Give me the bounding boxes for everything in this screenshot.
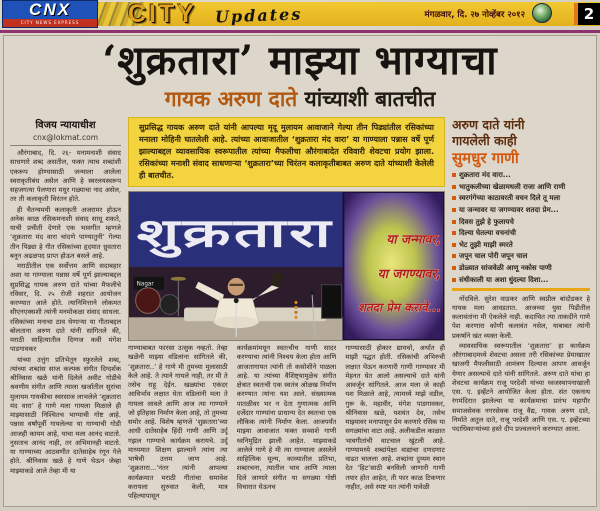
masthead-rule xyxy=(0,30,600,33)
bottom-column-3: गाण्यासाठी होकार द्यायचो, अर्थात ही माझी पद्धत होती. रसिकांची अभिरुची लक्षात घेऊन करणारी गाणी गाण्यावर मी मेहनत घेत आलो असल्याचे दाते यांनी आवर्जून सांगितले. आज मला जे काही यश मिळाले आहे, त्यामध्ये माझे वडील, गुरू के. महावीर, मंगेश पाडगावकर, श्रीनिवास खळे, यशवंत देव, तसेच माझ्यावर मनापासून प्रेम करणारे रसिक या सगळ्यांचा वाटा आहे. अलीकडील काळात भावगीतांची वाटचाल खुंटली आहे. गाण्यामध्ये शब्दांपेक्षा वाद्यांचा दणदणाट वाढत चालला आहे. शब्दांना दुय्यम स्थान देत ‘हिट’साठी बनविली जाणारी गाणी तयार होत आहेत, ती फार काळ टिकणार नाहीत, असे स्पष्ट मत त्यांनी यावेळी xyxy=(345,344,445,491)
song-item xyxy=(452,183,590,192)
song-title: संधीकाली या अशा धुंदल्या दिशा... xyxy=(459,275,549,284)
page-number-block xyxy=(574,3,600,25)
byline-author: विजय न्यायाधीश xyxy=(35,120,96,131)
song-item xyxy=(452,194,590,203)
seal-logo-icon xyxy=(532,3,552,23)
song-title: दिल्या घेतल्या वचनांची xyxy=(459,229,516,238)
songs-heading: अरुण दाते यांनी xyxy=(452,117,525,132)
song-title: शुक्रतारा मंद वारा... xyxy=(459,171,511,180)
bullet-icon xyxy=(452,278,456,282)
cymbal xyxy=(171,277,186,281)
cnx-logo-subtext: CITY NEWS EXPRESS xyxy=(3,19,97,27)
masthead xyxy=(0,0,600,30)
bullet-icon xyxy=(452,185,456,189)
edition-date: मंगळवार, दि. २७ नोव्हेंबर २०१२ xyxy=(424,10,525,20)
left-column xyxy=(10,117,121,505)
song-title: भातुकलीच्या खेळामधली राजा आणि राणी xyxy=(459,182,566,191)
song-item xyxy=(452,218,590,227)
songs-divider xyxy=(452,288,590,291)
city-title: CITY xyxy=(128,0,197,28)
songs-list xyxy=(452,171,590,284)
song-title: जपून चाल पोरी जपून चाल xyxy=(459,252,528,261)
photo-overlay-quote-line: या जगण्यावर, xyxy=(377,265,442,281)
body-paragraph: यांच्या उत्तुंग प्रतिभेतून स्फुरलेले शब्द, त्यांच्या शब्दांस साज कल्पक संगीत दिग्दर्शक श्रीनिवास खळे यांनी दिलेले अवीट गोडीचे श्रवणीय संगीत आणि त्याला खर्जातील सुरांचा मुलायम गायकीचा स्वरसाज लाभलेले ‘शुक्रतारा मंद वारा’ हे गाणे मला गायला मिळाले ही माझ्यासाठी निश्चितच भाग्याची गोष्ट आहे. पन्नास वर्षांपूर्वी गायलेल्या या गाण्याची गोडी आजही कायम आहे, याचा मला आनंद वाटतो. नुसताच आनंद नाही, तर अभिमानही वाटतो. या गाण्याच्या आठवणीत दातेसाहेब रंगून गेले होते. श्रीनिवास खळे हे गाणे घेऊन जेव्हा माझ्याकडे आले तेव्हा मी या xyxy=(10,355,121,475)
photo-overlay-quote-line: शतदा प्रेम करावे... xyxy=(357,300,442,315)
cnx-logo xyxy=(2,0,98,28)
article-content xyxy=(10,117,590,505)
drum-label: Nagar xyxy=(136,281,154,288)
bullet-icon xyxy=(452,254,456,258)
song-item xyxy=(452,206,590,215)
body-paragraph: औरंगाबाद, दि. २६- मनामनाशी संवाद साधणारे शब्द असतील, फक्त त्याच शब्दांशी एकरूप होण्यासाठी जन्माला आलेला स्वराकृतीबंध असेल आणि हे स्वरलयस्वरूप सहजगत्या पेलणारा मधुर गळ्याचा नाद असेल, तर ती कलाकृती चिरंतन होते. xyxy=(10,149,121,204)
bullet-icon xyxy=(452,243,456,247)
song-item xyxy=(452,264,590,273)
right-column-text xyxy=(452,295,590,435)
bullet-icon xyxy=(452,231,456,235)
bullet-icon xyxy=(452,220,456,224)
bottom-columns xyxy=(128,344,445,505)
song-title: स्वरगंगेच्या काठावरती वचन दिले तू मला xyxy=(459,194,561,203)
bullet-icon xyxy=(452,196,456,200)
headline: ‘शुक्रतारा’ माझ्या भाग्याचा xyxy=(102,37,498,84)
bullet-icon xyxy=(452,266,456,270)
song-title: या जन्मावर या जगण्यावर शतदा प्रेम... xyxy=(459,206,559,215)
body-paragraph: ही चैतन्यमयी कलाकृती अजरामर होऊन अनेक काळ रसिकमनाशी संवाद साधू शकते, याची प्रचीती देणारे एक भावगीत म्हणजे ‘शुक्रतारा मंद वारा चांदणे पाण्यातुनी’ गेल्या तीन पिढ्या हे गीत रसिकांच्या हृदयात ध्रुवतारा बनून अढळपद प्राप्त होऊन बसले आहे. xyxy=(10,205,121,260)
body-paragraph: मराठीतील एक सर्वोत्तम आणि सदाबहार अशा या गाण्याला पन्नास वर्षे पूर्ण झाल्याबद्दल सुप्रसिद्ध गायक अरुण दाते यांच्या मैफलीचे रविवार, दि. २५ रोजी शहरात आयोजन करण्यात आले होते. त्यानिमित्ताने लोकमत सीएनएक्सशी त्यांनी मनमोकळा संवाद साधला. रसिकांच्या मनाचा ठाव घेणाऱ्या या गीताबद्दल बोलताना अरुण दाते यांनी सांगितले की, मराठी साहित्यातील दिग्गज कवी मंगेश पाडगावकर xyxy=(10,262,121,354)
byline-email: cnx@lokmat.com xyxy=(10,133,121,146)
middle-column xyxy=(128,117,445,505)
bottom-column-1: गाण्याबाबत फारसा उत्सुक नव्हतो. तेव्हा खळेंनी माझ्या वडिलांना सांगितले की, ‘शुक्रतारा..’ हे गाणे मी तुमच्या मुलासाठी केले आहे. ते त्याने गायले नाही, तर मी ते तसेच राहू देईन. खळ्यांचा एकंदर आविर्भाव लक्षात घेता वडिलांनी मला ते गायला लावले आणि आज त्या गाण्याने जो इतिहास निर्माण केला आहे, तो तुमच्या समोर आहे. विशेष म्हणजे ‘शुक्रतारा’च्या आधी दातेसाहेब हिंदी गाणी आणि उर्दू गझल गाण्याचे कार्यक्रम करायचे. उर्दू माध्यमात शिक्षण झाल्याने त्यांना त्या भाषेची उत्तम जाण आहे. ‘शुक्रतारा...’नंतर त्यांनी आपल्या कार्यक्रमात मराठी गीतांचा समावेश करायला सुरुवात केली, मात्र पहिल्यापासून xyxy=(128,344,228,500)
song-title: भेट तुझी माझी स्मरते xyxy=(459,240,513,249)
song-item xyxy=(452,276,590,285)
bullet-icon xyxy=(452,208,456,212)
song-item xyxy=(452,171,590,180)
drum xyxy=(160,295,179,315)
song-item xyxy=(452,229,590,238)
concert-photo-illustration xyxy=(129,192,444,340)
body-paragraph: नोंदविले. सुरेश वाडकर आणि स्वप्नील बांदोडकर हे गायक मला आवडतात. आजच्या युवा पिढीतील कलावंतांना मी ऐकलेले नाही. कदाचित त्या ताकदीने गाणे पेश करणारा कोणी कलावंत नसेल, याबाबत त्यांनी प्रकर्षाने खंत व्यक्त केली. xyxy=(452,294,590,340)
subheadline-rest: यांच्याशी बातचीत xyxy=(297,86,436,111)
song-item xyxy=(452,241,590,250)
songs-heading-accent: सुमधुर गाणी xyxy=(452,149,519,168)
subheadline-highlight: गायक अरुण दाते xyxy=(164,86,298,111)
quote-panel xyxy=(343,192,444,340)
speaker xyxy=(322,285,342,319)
microphone-icon xyxy=(234,298,239,303)
cnx-logo-text: CNX xyxy=(29,0,71,19)
subheadline xyxy=(10,85,590,113)
body-paragraph: व्यावसायिक स्वरूपातील ‘शुक्रतारा’ हा कार्यक्रम औरंगाबादमध्ये शेवटचा असला तरी रसिकांच्या प्रेमाखातर खाजगी मैफलीसाठी आमंत्रण दिल्यास आपण आवर्जून येणार असल्याचे दाते यांनी सांगितले. अरुण दाते यांचा हा शेवटचा कार्यक्रम राजू परदेशी यांच्या ध्वजस्थापनाखाली एस. ए. इव्हेंटने आयोजित केला होता. संत एकनाथ रंगमंदिरात झालेल्या या कार्यक्रमाचा प्रारंभ महापौर समाजसेवक नगरसेवक राजू वैद्य, गायक अरुण दाते, निर्माते अतुल दाते, राजू परदेशी आणि एस. ए. इव्हेंटच्या पदाधिकाऱ्यांच्या हस्ते दीप प्रज्वलनाने करण्यात आला. xyxy=(452,341,590,434)
concert-photo xyxy=(128,191,445,341)
songs-heading: गायलेली काही xyxy=(452,132,517,148)
photo-overlay-quote-line: या जन्मावर, xyxy=(386,231,442,247)
bullet-icon xyxy=(452,173,456,177)
microphone-icon xyxy=(310,290,314,294)
photo-banner-text: शुक्रतारा xyxy=(136,210,256,257)
song-title: दिवस तुझे हे फुलायचे xyxy=(459,217,514,226)
song-item xyxy=(452,252,590,261)
bottom-column-2: कार्यक्रमांमधून स्वतःचीच गाणी सादर करण्याचा त्यांनी निश्चय केला होता आणि आजतागायत त्यांनी तो कसोशीने पाळला आहे. या त्यांच्या वैशिष्ट्यामुळेच संगीत क्षेत्रात स्वतःची एक स्वतंत्र ओळख निर्माण करण्यात त्यांना यश आले. संख्यात्मक पातळीवर भर न देता गुणात्मक आणि दर्जेदार गाण्यांना प्राधान्य देत स्वतःचा एक लौकिक त्यांनी निर्माण केला. आजपर्यंत माझ्या आवाजात फक्त सव्वाशे गाणी ध्वनिमुद्रित झाली आहेत. माझ्याकडे आलेले गाणे हे मी त्या गाण्याला असलेले साहित्यिक मूल्य, काव्यातील प्रतिभा, शब्दरचना, त्यातील भाव आणि त्याला दिले जाणारे संगीत या सगळ्या गोष्टी विचारात घेऊनच xyxy=(236,344,337,491)
song-title: डोळ्यात सांजवेळी आणू नकोस पाणी xyxy=(459,264,552,272)
intro-box: सुप्रसिद्ध गायक अरुण दाते यांनी आपल्या मृदू मुलायम आवाजाने गेल्या तीन पिढ्यांतील रसिकांच्या मनाला मोहिनी घातलेली आहे. त्यांच्या आवाजातील ‘शुक्रतारा मंद वारा’ या गाण्याला पन्नास वर्षे पूर्ण झाल्याबद्दल व्यावसायिक स्वरूपातील त्यांच्या मैफलीचा औरंगाबादेत रविवारी शेवटचा प्रयोग झाला. रसिकांच्या मनाशी संवाद साधणाऱ्या ‘शुक्रतारा’च्या चिरंतन कलाकृतीबाबत अरुण दाते यांच्याशी केलेली ही बातचीत. xyxy=(128,117,445,187)
drum xyxy=(136,288,161,314)
songs-panel xyxy=(452,117,590,505)
page-number: 2 xyxy=(578,3,600,25)
updates-script: Updates xyxy=(214,4,303,27)
article-frame xyxy=(3,35,597,507)
